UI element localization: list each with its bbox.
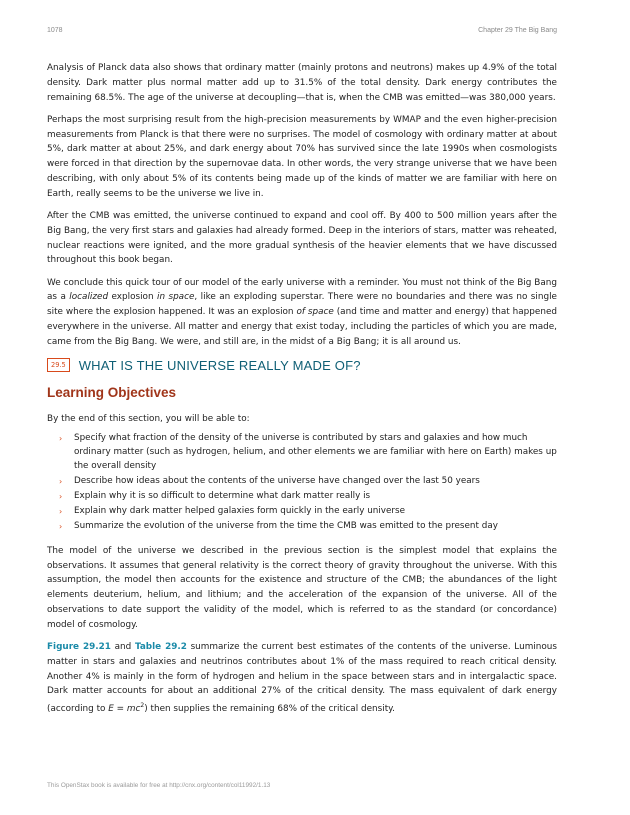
objectives-intro: By the end of this section, you will be able to: — [47, 413, 250, 424]
text-run: , like an exploding superstar. There were no boundaries and there was no single site where the explosion happened. It was an explosion — [47, 292, 557, 318]
paragraph-after-cmb: After the CMB was emitted, the universe continued to expand and cool off. By 400 to 500 million years after the Big Bang, the very first stars and galaxies had already formed. Deep in the interiors of stars, matter was reheated, nuclear reactions were ignited, and the more gradual synthesis of the heavier elements that we have discussed throughout this book began. — [47, 210, 557, 266]
objective-item — [47, 432, 557, 473]
objective-item — [47, 520, 557, 534]
objective-text: Describe how ideas about the contents of the universe have changed over the last 50 years — [74, 475, 480, 486]
objective-item — [47, 475, 557, 489]
paragraph-conclusion — [47, 276, 557, 350]
objective-text: Specify what fraction of the density of the universe is contributed by stars and galaxies and how much ordinary matter (such as hydrogen, helium, and other elements we are familiar with here on Earth) makes up the overall density — [74, 433, 557, 471]
objective-text: Explain why dark matter helped galaxies form quickly in the early universe — [74, 506, 406, 517]
equation-operator: = — [113, 704, 127, 715]
objective-item — [47, 505, 557, 519]
chevron-right-icon: › — [59, 491, 63, 501]
paragraph-planck: Analysis of Planck data also shows that ordinary matter (mainly protons and neutrons) makes up 4.9% of the total density. Dark matter plus normal matter add up to 31.5% of the total density. Dark energy contributes the remaining 68.5%. The age of the universe at decoupling—that is, when the CMB was emitted—was 380,000 years. — [47, 63, 557, 103]
text-run: (and time and matter and energy) that happened everywhere in the universe. All matter and energy that exist today, including the particles of which you are made, came from the Big Bang. We were, and still are, in the midst of a Big Bang; it is all around us. — [47, 307, 558, 347]
objective-text: Explain why it is so difficult to determine what dark matter really is — [74, 490, 371, 501]
objective-item — [47, 490, 557, 504]
chevron-right-icon: › — [59, 476, 63, 486]
section-title: WHAT IS THE UNIVERSE REALLY MADE OF? — [78, 357, 361, 373]
chapter-header: Chapter 29 The Big Bang — [478, 27, 557, 34]
emphasis-text: in space — [156, 292, 195, 303]
equation-variable: mc — [126, 704, 141, 715]
learning-objectives-title: Learning Objectives — [47, 384, 177, 400]
emphasis-text: of space — [296, 307, 334, 318]
chevron-right-icon: › — [59, 522, 63, 532]
equation-exponent: 2 — [140, 702, 145, 710]
paragraph-contents — [47, 640, 557, 717]
paragraph-standard-model: The model of the universe we described in the previous section is the simplest model that explains the observations. It assumes that general relativity is the correct theory of gravity throughout the universe. With this assumption, the model then accounts for the existence and structure of the CMB; the abundances of the light elements deuterium, helium, and lithium; and the acceleration of the expansion of the universe. All of the observations to date support the validity of the model, which is referred to as the standard (or concordance) model of cosmology. — [47, 545, 557, 630]
objective-text: Summarize the evolution of the universe from the time the CMB was emitted to the present day — [74, 521, 498, 532]
text-run: explosion — [108, 292, 157, 303]
paragraph-no-surprises: Perhaps the most surprising result from the high-precision measurements by WMAP and the even higher-precision measurements from Planck is that there were no surprises. The model of cosmology with ordinary matter at about 5%, dark matter at about 25%, and dark energy about 70% has survived since the late 1990s when cosmologists were forced in that direction by the supernovae data. In other words, the very strange universe that we have been describing, with only about 5% of its contents being made up of the kinds of matter we are familiar with here on Earth, really seems to be the universe we live in. — [47, 114, 557, 199]
text-run: summarize the current best estimates of the contents of the universe. Luminous matter in stars and galaxies and neutrinos contributes about 1% of the mass required to reach critical density. Another 4% is mainly in the form of hydrogen and helium in the space between stars and in intergalactic space. Dark matter accounts for about an additional 27% of the critical density. The mass equivalent of dark energy (according to — [47, 642, 557, 715]
text-run: We conclude this quick tour of our model of the early universe with a reminder. You must not think of the Big Bang as a — [47, 277, 557, 303]
section-number-badge: 29.5 — [47, 358, 70, 372]
chevron-right-icon: › — [59, 434, 63, 444]
table-link[interactable]: Table 29.2 — [134, 642, 187, 653]
equation-variable: E — [108, 704, 114, 715]
chevron-right-icon: › — [59, 507, 63, 517]
objectives-list — [47, 432, 557, 534]
emphasis-text: localized — [69, 292, 109, 303]
text-run: ) then supplies the remaining 68% of the critical density. — [144, 704, 395, 715]
figure-link[interactable]: Figure 29.21 — [47, 642, 111, 653]
page-number: 1078 — [47, 27, 63, 34]
text-run: and — [110, 642, 135, 653]
page-footer: This OpenStax book is available for free at http://cnx.org/content/col11992/1.13 — [47, 782, 271, 789]
section-heading — [47, 358, 557, 373]
page-content — [47, 61, 557, 724]
